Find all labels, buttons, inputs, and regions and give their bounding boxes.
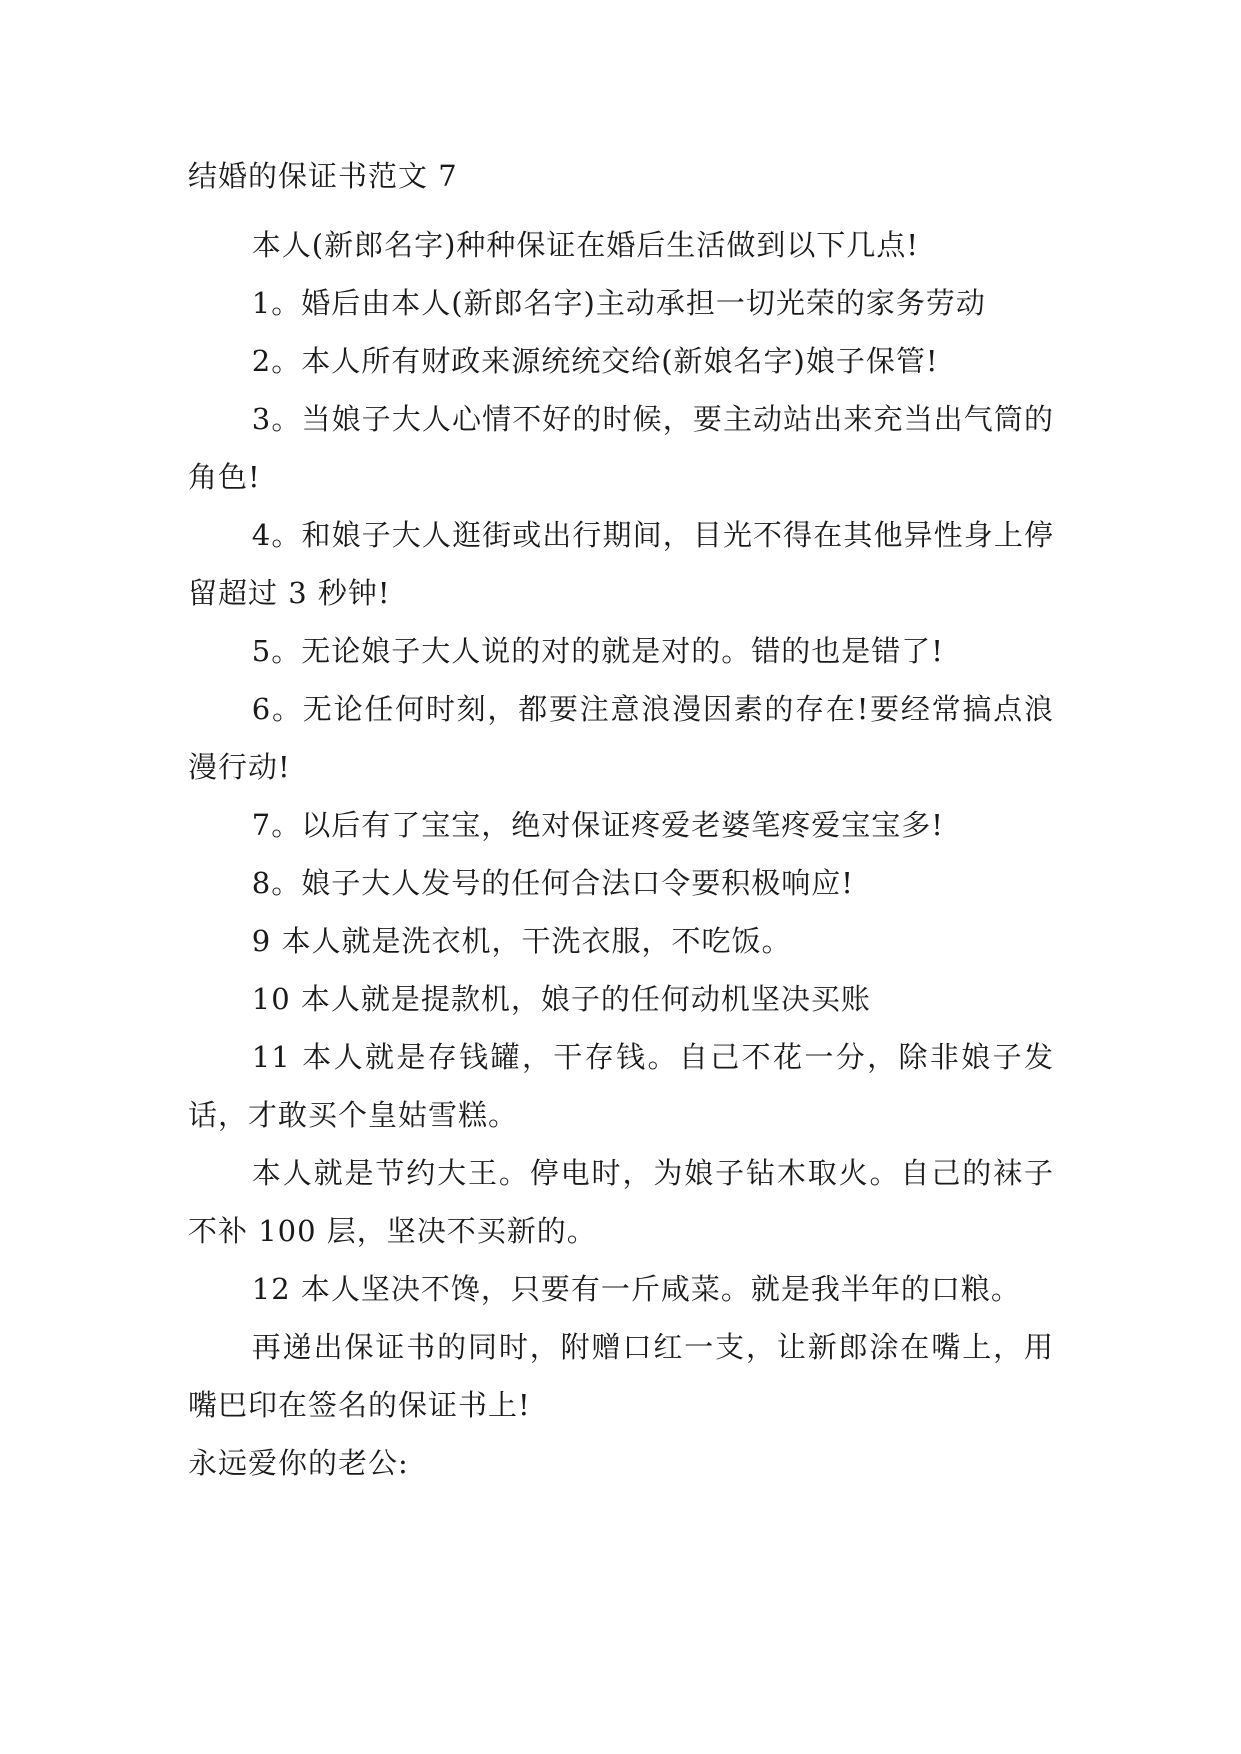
paragraph-item-4: 4。和娘子大人逛街或出行期间，目光不得在其他异性身上停留超过 3 秒钟!: [188, 518, 1054, 610]
paragraph-item-1: 1。婚后由本人(新郎名字)主动承担一切光荣的家务劳动: [251, 286, 986, 320]
paragraph-intro: 本人(新郎名字)种种保证在婚后生活做到以下几点!: [251, 228, 920, 262]
paragraph-item-11: 11 本人就是存钱罐，干存钱。自己不花一分，除非娘子发话，才敢买个皇姑雪糕。: [188, 1040, 1054, 1132]
paragraph-item-5: 5。无论娘子大人说的对的就是对的。错的也是错了!: [251, 634, 944, 668]
paragraph-lipstick: 再递出保证书的同时，附赠口红一支，让新郎涂在嘴上，用嘴巴印在签名的保证书上!: [188, 1330, 1054, 1422]
closing-signature: 永远爱你的老公:: [188, 1446, 409, 1480]
paragraph-item-9: 9 本人就是洗衣机，干洗衣服，不吃饭。: [251, 924, 792, 958]
document-title: 结婚的保证书范文 7: [188, 159, 458, 193]
paragraph-item-8: 8。娘子大人发号的任何合法口令要积极响应!: [251, 866, 854, 900]
paragraph-item-2: 2。本人所有财政来源统统交给(新娘名字)娘子保管!: [251, 344, 939, 378]
paragraph-item-3: 3。当娘子大人心情不好的时候，要主动站出来充当出气筒的角色!: [188, 402, 1054, 494]
paragraph-item-12: 12 本人坚决不馋，只要有一斤咸菜。就是我半年的口粮。: [251, 1272, 1021, 1306]
paragraph-item-7: 7。以后有了宝宝，绝对保证疼爱老婆笔疼爱宝宝多!: [251, 808, 944, 842]
paragraph-thrift: 本人就是节约大王。停电时，为娘子钻木取火。自己的袜子不补 100 层，坚决不买新的。: [188, 1156, 1054, 1248]
document-page: [188, 160, 1054, 1492]
paragraph-item-6: 6。无论任何时刻，都要注意浪漫因素的存在!要经常搞点浪漫行动!: [188, 692, 1054, 784]
paragraph-item-10: 10 本人就是提款机，娘子的任何动机坚决买账: [251, 982, 871, 1016]
